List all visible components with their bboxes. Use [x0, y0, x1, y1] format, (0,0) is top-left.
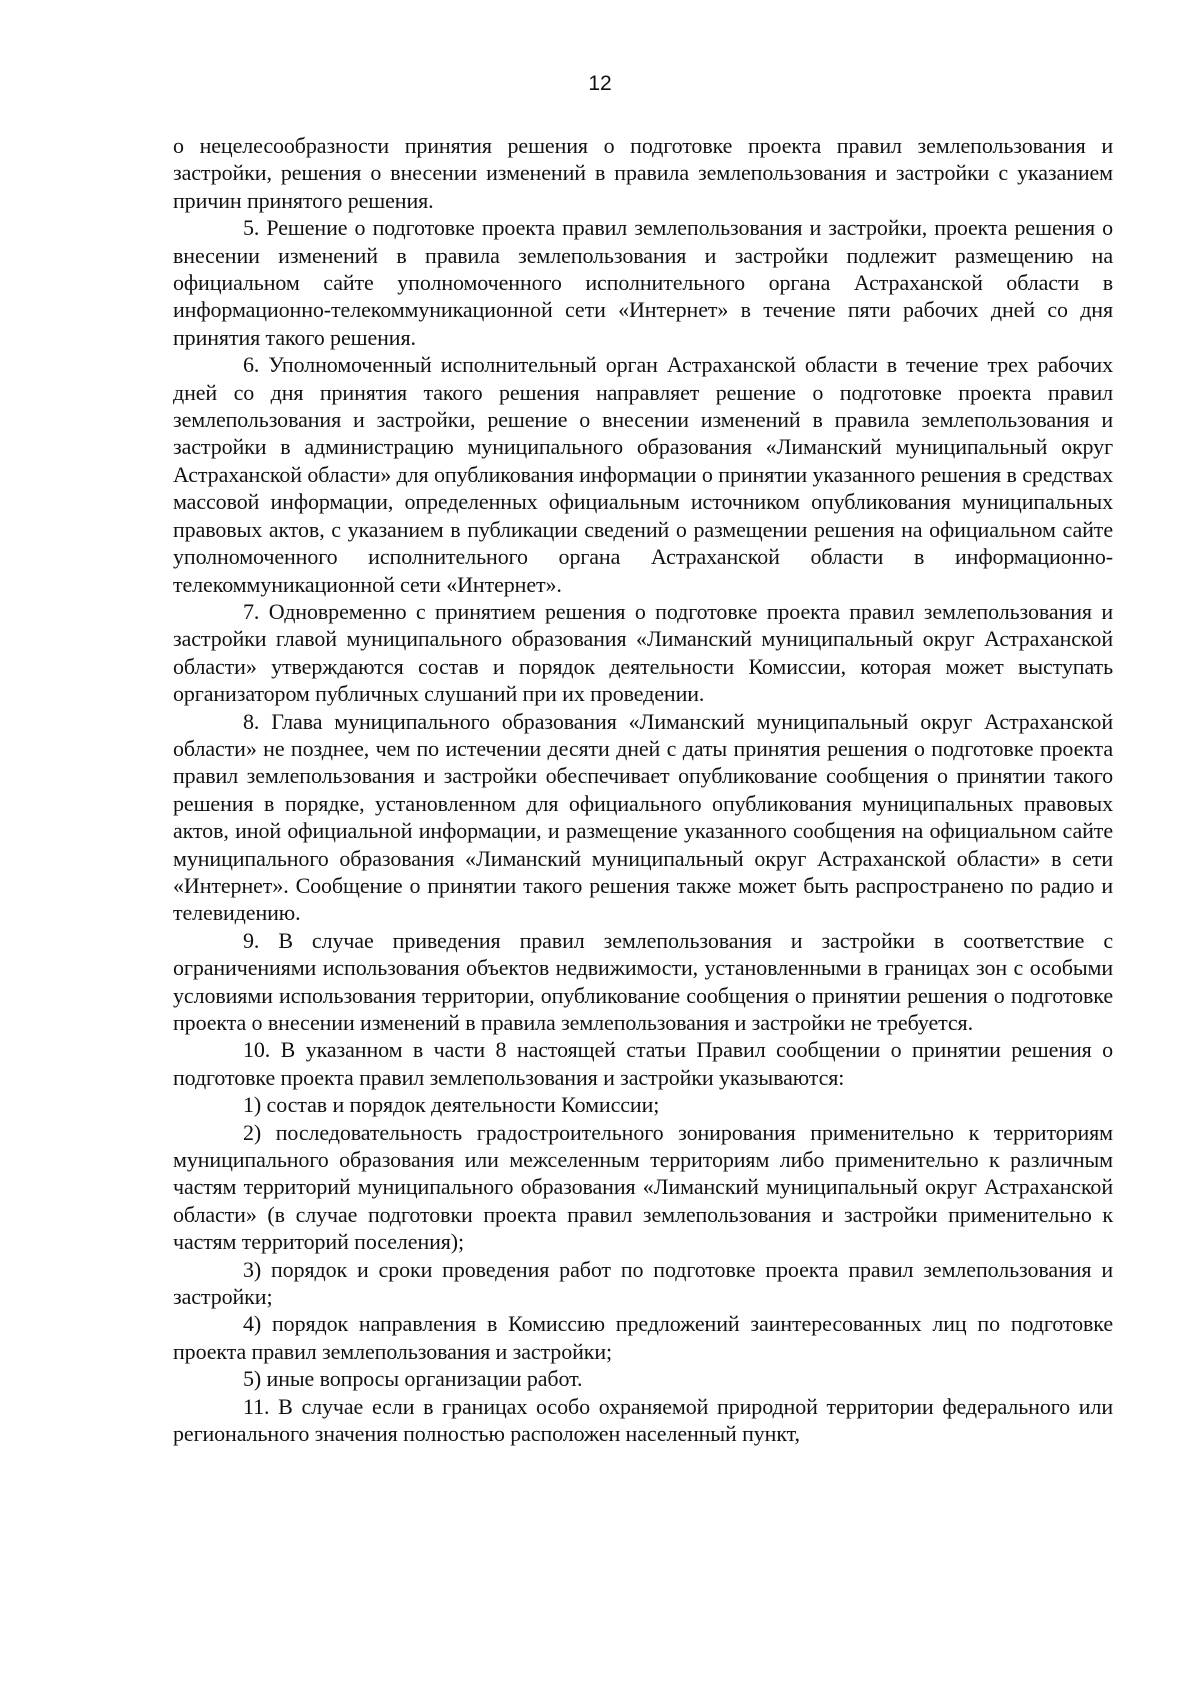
- paragraph-7: 7. Одновременно с принятием решения о подготовке проекта правил землепользования и застройки главой муниципального образования «Лиманский муниципальный округ Астраханской области» утверждаются состав и порядок деятельности Комиссии, которая может выступать организатором публичных слушаний при их проведении.: [173, 598, 1113, 707]
- paragraph-10: 10. В указанном в части 8 настоящей статьи Правил сообщении о принятии решения о подготовке проекта правил землепользования и застройки указываются:: [173, 1037, 1113, 1090]
- paragraph-9: 9. В случае приведения правил землепользования и застройки в соответствие с ограничениями использования объектов недвижимости, установленными в границах зон с особыми условиями использования территории, опубликование сообщения о принятии решения о подготовке проекта о внесении изменений в правила землепользования и застройки не требуется.: [173, 927, 1113, 1035]
- paragraph-5: 5. Решение о подготовке проекта правил землепользования и застройки, проекта решения о внесении изменений в правила землепользования и застройки подлежит размещению на официальном сайте уполномоченного исполнительного органа Астраханской области в информационно-телекоммуникационной сети «Интернет» в течение пяти рабочих дней со дня принятия такого решения.: [173, 215, 1113, 350]
- list-item-4: 4) порядок направления в Комиссию предложений заинтересованных лиц по подготовке проекта правил землепользования и застройки;: [173, 1311, 1113, 1364]
- paragraph-6: 6. Уполномоченный исполнительный орган Астраханской области в течение трех рабочих дней со дня принятия такого решения направляет решение о подготовке проекта правил землепользования и застройки, решение о внесении изменений в правила землепользования и застройки в администрацию муниципального образования «Лиманский муниципальный округ Астраханской области» для опубликования информации о принятии указанного решения в средствах массовой информации, определенных официальным источником опубликования муниципальных правовых актов, с указанием в публикации сведений о размещении решения на официальном сайте уполномоченного исполнительного органа Астраханской области в информационно-телекоммуникационной сети «Интернет».: [173, 352, 1113, 597]
- list-item-5: 5) иные вопросы организации работ.: [243, 1366, 583, 1392]
- paragraph-8: 8. Глава муниципального образования «Лиманский муниципальный округ Астраханской области» не позднее, чем по истечении десяти дней с даты принятия решения о подготовке проекта правил землепользования и застройки обеспечивает опубликование сообщения о принятии такого решения в порядке, установленном для официального опубликования муниципальных правовых актов, иной официальной информации, и размещение указанного сообщения на официальном сайте муниципального образования «Лиманский муниципальный округ Астраханской области» в сети «Интернет». Сообщение о принятии такого решения также может быть распространено по радио и телевидению.: [173, 708, 1113, 926]
- list-item-3: 3) порядок и сроки проведения работ по подготовке проекта правил землепользования и застройки;: [173, 1256, 1113, 1310]
- document-body: [173, 132, 1113, 1448]
- list-item-1: 1) состав и порядок деятельности Комиссии;: [243, 1092, 660, 1118]
- paragraph-continuation: о нецелесообразности принятия решения о подготовке проекта правил землепользования и застройки, решения о внесении изменений в правила землепользования и застройки с указанием причин принятого решения.: [173, 133, 1113, 213]
- list-item-2: 2) последовательность градостроительного зонирования применительно к территориям муниципального образования или межселенным территориям либо применительно к различным частям территорий муниципального образования «Лиманский муниципальный округ Астраханской области» (в случае подготовки проекта правил землепользования и застройки применительно к частям территорий поселения);: [173, 1119, 1113, 1255]
- paragraph-11: 11. В случае если в границах особо охраняемой природной территории федерального или регионального значения полностью расположен населенный пункт,: [173, 1393, 1113, 1447]
- page-number: 12: [588, 72, 612, 95]
